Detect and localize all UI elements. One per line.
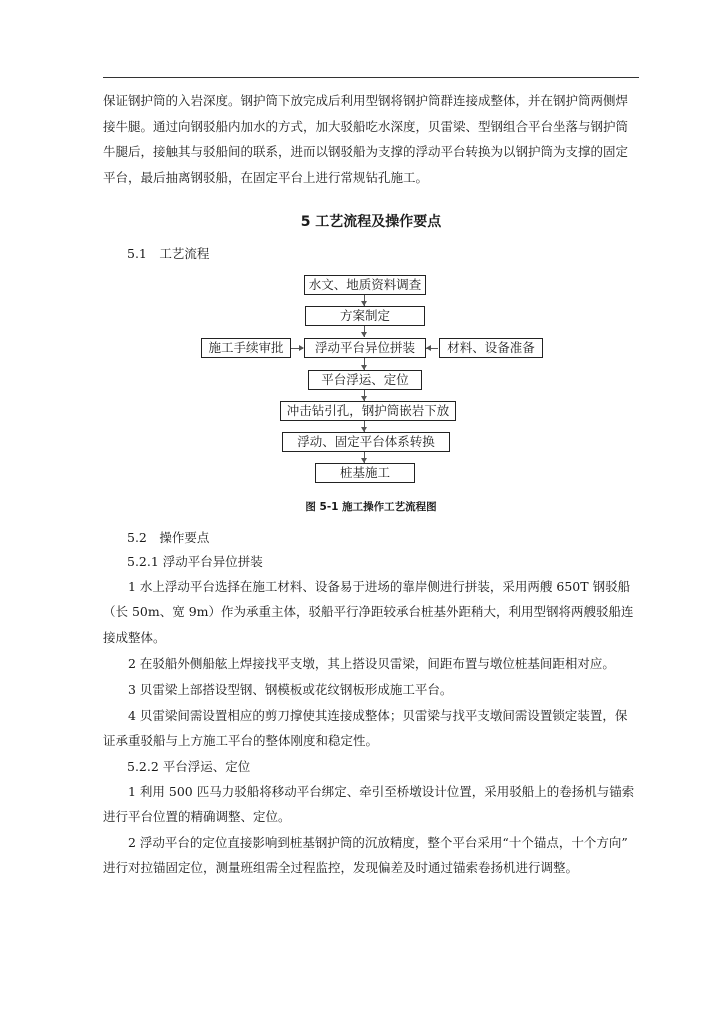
intro-line-1: 保证钢护筒的入岩深度。钢护筒下放完成后利用型钢将钢护筒群连接成整体，并在钢护筒两侧焊 [103, 93, 629, 108]
text-line: 接成整体。 [103, 629, 166, 645]
flow-step-materials: 材料、设备准备 [439, 338, 543, 358]
paragraph-5-2-1-item-2: 2 在驳船外侧船舷上焊接找平支墩，其上搭设贝雷梁，间距布置与墩位桩基间距相对应。 [128, 656, 615, 671]
paragraph-5-2-1-item-1-cont [103, 599, 639, 650]
section-5-2-1-heading: 5.2.1 浮动平台异位拼装 [127, 554, 263, 569]
flow-step-conversion: 浮动、固定平台体系转换 [282, 432, 450, 452]
text-line: （长 50m、宽 9m）作为承重主体，驳船平行净距较承台桩基外距稍大，利用型钢将两艘驳船连 [103, 604, 634, 619]
section-5-1-heading: 5.1 工艺流程 [127, 246, 210, 261]
paragraph-5-2-1-item-1 [103, 574, 639, 600]
paragraph-5-2-2-item-2-cont: 进行对拉锚固定位，测量班组需全过程监控，发现偏差及时通过锚索卷扬机进行调整。 [103, 860, 579, 875]
figure-caption: 图 5-1 施工操作工艺流程图 [305, 501, 437, 513]
arrow-left-icon [426, 345, 431, 351]
text-line: 2 浮动平台的定位直接影响到桩基钢护筒的沉放精度，整个平台采用“十个锚点，十个方向” [128, 835, 628, 850]
paragraph-5-2-1-item-4-cont: 证承重驳船与上方施工平台的整体刚度和稳定性。 [103, 733, 379, 748]
paragraph-5-2-1-item-3: 3 贝雷梁上部搭设型钢、钢模板或花纹钢板形成施工平台。 [128, 682, 453, 697]
flow-step-drilling: 冲击钻引孔，钢护筒嵌岩下放 [280, 401, 456, 421]
flow-step-approval: 施工手续审批 [201, 338, 291, 358]
flow-step-assembly: 浮动平台异位拼装 [304, 338, 426, 358]
intro-paragraph [103, 88, 639, 190]
intro-line-3: 牛腿后，接触其与驳船间的联系，进而以钢驳船为支撑的浮动平台转换为以钢护筒为支撑的固定 [103, 144, 629, 159]
flow-step-pile-construction: 桩基施工 [315, 463, 415, 483]
paragraph-5-2-1-item-4 [103, 703, 639, 729]
paragraph-5-2-2-item-1-cont: 进行平台位置的精确调整、定位。 [103, 809, 291, 824]
flow-step-float-position: 平台浮运、定位 [308, 370, 422, 390]
flow-step-survey: 水文、地质资料调查 [304, 275, 426, 295]
intro-line-2: 接牛腿。通过向钢驳船内加水的方式，加大驳船吃水深度，贝雷梁、型钢组合平台坐落与钢护筒 [103, 118, 629, 134]
arrow-down-icon [361, 332, 367, 337]
header-rule [103, 77, 639, 78]
paragraph-5-2-2-item-1 [103, 779, 639, 805]
intro-line-4: 平台，最后抽离钢驳船，在固定平台上进行常规钻孔施工。 [103, 169, 429, 185]
flow-step-plan: 方案制定 [305, 306, 425, 326]
text-line: 4 贝雷梁间需设置相应的剪刀撑使其连接成整体；贝雷梁与找平支墩间需设置锁定装置，保 [128, 708, 628, 723]
section-5-2-heading: 5.2 操作要点 [127, 530, 210, 545]
text-line: 1 利用 500 匹马力驳船将移动平台绑定、牵引至桥墩设计位置，采用驳船上的卷扬机与锚索 [128, 784, 635, 799]
text-line: 1 水上浮动平台选择在施工材料、设备易于进场的靠岸侧进行拼装，采用两艘 650T 钢驳船 [128, 579, 631, 594]
section-5-heading: 5 工艺流程及操作要点 [300, 214, 442, 230]
section-5-2-2-heading: 5.2.2 平台浮运、定位 [127, 759, 251, 774]
paragraph-5-2-2-item-2 [103, 830, 639, 856]
